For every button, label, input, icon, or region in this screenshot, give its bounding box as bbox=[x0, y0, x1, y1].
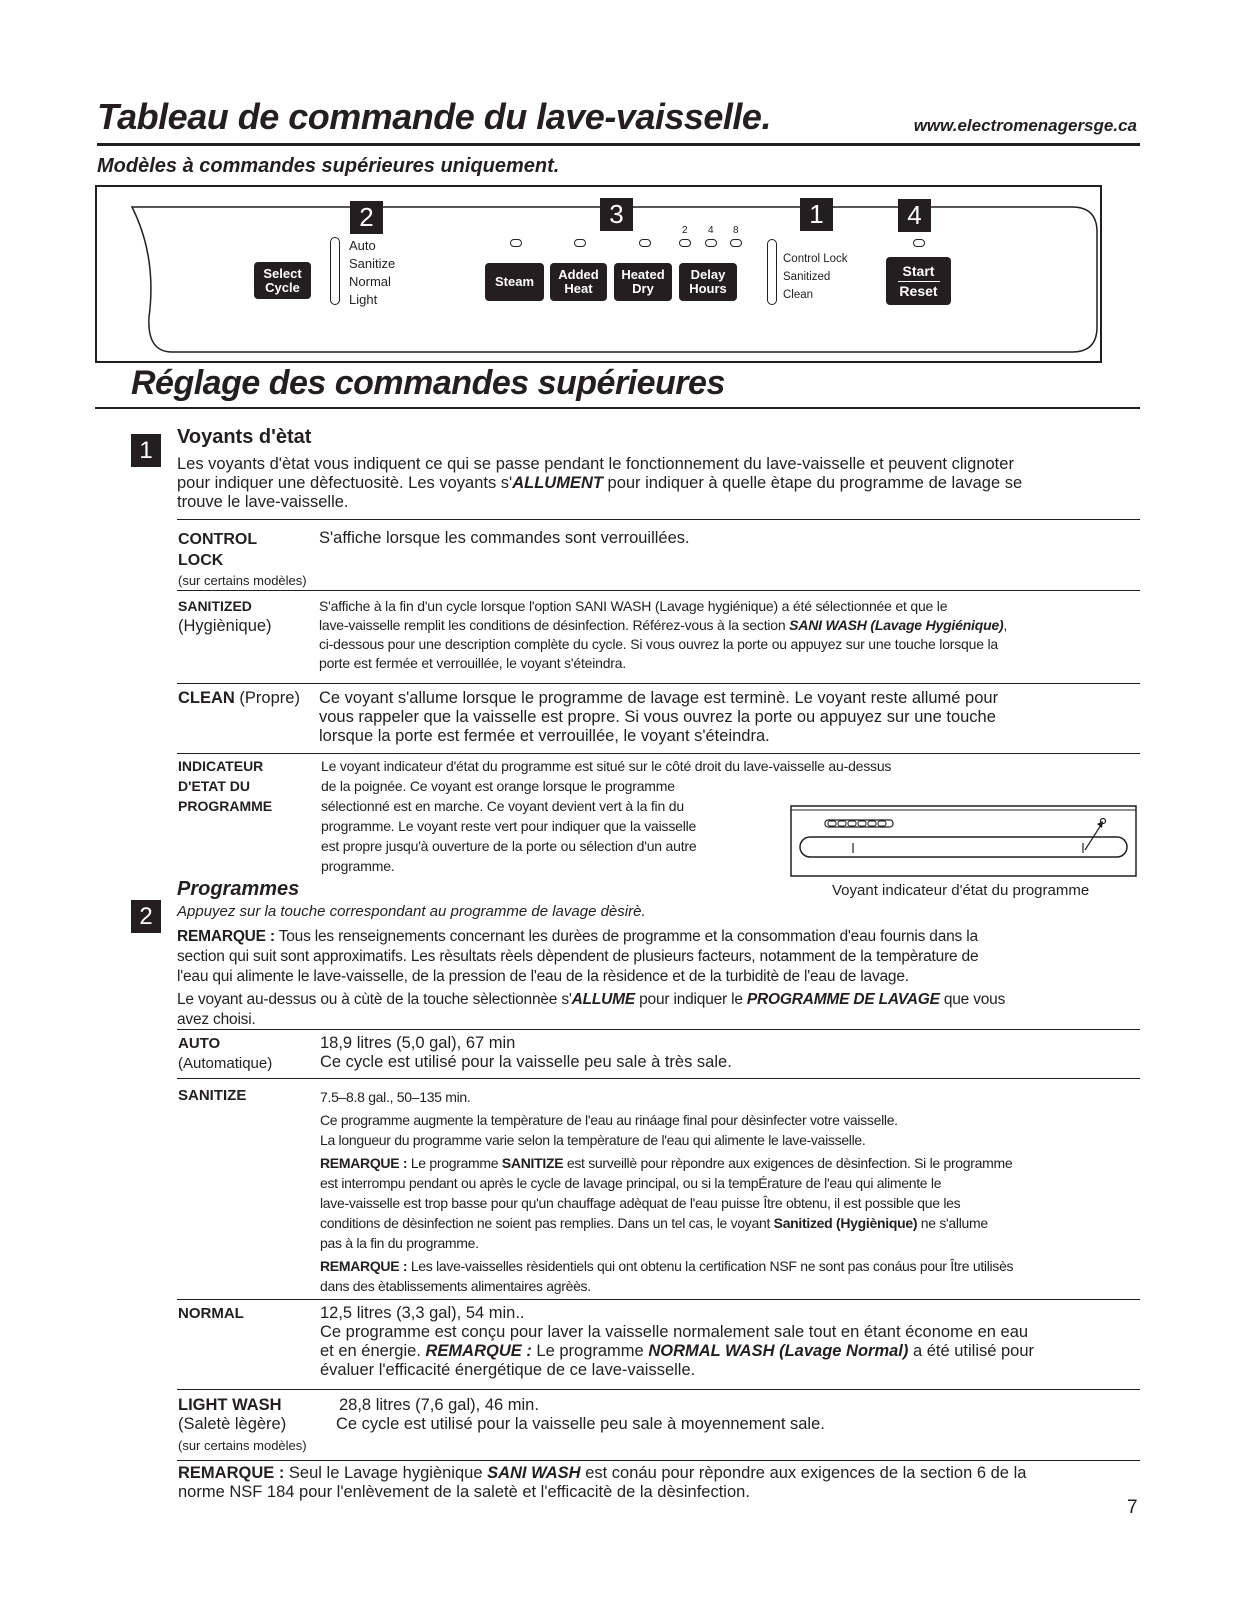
clean-desc bbox=[319, 689, 998, 746]
delay-2-led-icon bbox=[679, 239, 691, 247]
auto-desc bbox=[320, 1034, 732, 1072]
final-note-label: REMARQUE : bbox=[178, 1464, 285, 1482]
clean-label-fr: (Propre) bbox=[234, 689, 300, 707]
light-label: LIGHT WASH bbox=[178, 1396, 282, 1414]
programs-title: Programmes bbox=[177, 878, 300, 900]
indicator-desc-1: Le voyant indicateur d'état du programme est situé sur le côté droit du lave-vaisselle au-dessus bbox=[321, 758, 892, 774]
sanitize-r1-a: Le programme bbox=[407, 1155, 502, 1171]
sanitize-r1-4a: conditions de dèsinfection ne soient pas remplies. Dans un tel cas, le voyant bbox=[320, 1215, 774, 1231]
added-heat-button[interactable] bbox=[550, 263, 607, 301]
header-divider bbox=[97, 143, 1140, 146]
control-lock-label-2: LOCK bbox=[178, 552, 224, 569]
programs-note-3: l'eau qui alimente le lave-vaisselle, de la pression de l'eau de la rèsidence et de la turbiditè de l'eau de lavage. bbox=[177, 968, 909, 985]
delay-hours-button[interactable] bbox=[679, 263, 737, 301]
control-lock-desc: S'affiche lorsque les commandes sont verrouillées. bbox=[319, 529, 690, 547]
sanitize-r2-2: dans des ètablissements alimentaires agrèès. bbox=[320, 1278, 591, 1294]
sanitized-label-fr: (Hygiènique) bbox=[178, 617, 272, 635]
auto-label-fr: (Automatique) bbox=[178, 1055, 273, 1072]
final-note-1c: est conáu pour rèpondre aux exigences de la section 6 de la bbox=[580, 1464, 1027, 1482]
clean-label bbox=[178, 689, 300, 708]
programs-light-2: avez choisi. bbox=[177, 1011, 256, 1028]
final-note bbox=[178, 1464, 1138, 1502]
table-divider bbox=[177, 753, 1140, 754]
cycle-normal-label: Normal bbox=[349, 274, 391, 289]
start-label: Start bbox=[902, 262, 935, 279]
sanitize-r1-label: REMARQUE : bbox=[320, 1155, 408, 1171]
page-subtitle: Modèles à commandes supérieures uniquement. bbox=[97, 155, 560, 177]
status-lights-intro bbox=[177, 455, 1147, 512]
cycle-list bbox=[349, 237, 395, 309]
normal-desc-3: évaluer l'efficacité énergétique de ce lave-vaisselle. bbox=[320, 1361, 696, 1379]
programs-note-label: REMARQUE : bbox=[177, 928, 275, 945]
indicator-desc-4: programme. Le voyant reste vert pour indiquer que la vaisselle bbox=[321, 818, 697, 834]
start-reset-button[interactable] bbox=[886, 257, 951, 305]
programs-light-1c: pour indiquer le bbox=[635, 991, 747, 1008]
sanitize-label: SANITIZE bbox=[178, 1087, 247, 1104]
table-divider bbox=[177, 519, 1140, 520]
table-divider bbox=[177, 1078, 1140, 1079]
sanitize-desc bbox=[320, 1087, 1145, 1296]
sanitized-desc-3: ci-dessous pour une description complète du cycle. Si vous ouvrez la porte ou appuyez sur une touche lorsque la bbox=[319, 636, 998, 652]
programs-light-1a: Le voyant au-dessus ou à cùtè de la touche sèlectionnèe s' bbox=[177, 991, 572, 1008]
programs-note bbox=[177, 927, 1137, 1030]
delay-4-led-icon bbox=[705, 239, 717, 247]
programs-note-1: Tous les renseignements concernant les durèes de programme et la consommation d'eau fournis dans la bbox=[274, 928, 978, 945]
intro-line-1: Les voyants d'ètat vous indiquent ce qui se passe pendant le fonctionnement du lave-vaisselle et peuvent clignoter bbox=[177, 455, 1014, 473]
heated-dry-label-1: Heated bbox=[621, 267, 665, 282]
status-list bbox=[783, 250, 848, 304]
auto-label: AUTO bbox=[178, 1035, 221, 1052]
normal-desc-2a: et en énergie. bbox=[320, 1342, 426, 1360]
intro-line-2b: ALLUMENT bbox=[512, 474, 603, 492]
control-lock-label bbox=[178, 529, 257, 571]
heated-dry-led-icon bbox=[639, 239, 651, 247]
page-title: Tableau de commande du lave-vaisselle. bbox=[97, 96, 771, 137]
table-divider bbox=[177, 1460, 1140, 1461]
sanitized-desc-1: S'affiche à la fin d'un cycle lorsque l'option SANI WASH (Lavage hygiénique) a été sélectionnée et que le bbox=[319, 598, 948, 614]
status-indicator-bar bbox=[767, 239, 777, 305]
cycle-sanitize-label: Sanitize bbox=[349, 256, 396, 271]
added-heat-led-icon bbox=[574, 239, 586, 247]
sanitized-label: SANITIZED bbox=[178, 598, 252, 614]
sanitize-desc-1: Ce programme augmente la tempèrature de l'eau au rináage final pour dèsinfecter votre vaisselle. bbox=[320, 1112, 898, 1128]
delay-number-2: 2 bbox=[682, 225, 688, 236]
added-heat-label-1: Added bbox=[558, 267, 599, 282]
clean-desc-1: Ce voyant s'allume lorsque le programme de lavage est terminè. Le voyant reste allumé pour bbox=[319, 689, 999, 707]
clean-desc-2: vous rappeler que la vaisselle est propre. Si vous ouvrez la porte ou appuyez sur une touche bbox=[319, 708, 996, 726]
select-cycle-label-2: Cycle bbox=[265, 279, 300, 295]
table-divider bbox=[177, 1389, 1140, 1390]
callout-3: 3 bbox=[600, 198, 633, 231]
control-panel-diagram bbox=[95, 185, 1102, 363]
sanitize-desc-2: La longueur du programme varie selon la tempèrature de l'eau qui alimente le lave-vaisselle. bbox=[320, 1132, 866, 1148]
table-divider bbox=[177, 1029, 1140, 1030]
normal-desc-2c: Le programme bbox=[531, 1342, 649, 1360]
sanitize-r1-3: lave-vaisselle est trop basse pour qu'un chauffage adèquat de l'eau puisse Ître obtenu, il est possible que les bbox=[320, 1195, 961, 1211]
status-clean-label: Clean bbox=[783, 289, 814, 301]
select-cycle-button[interactable] bbox=[254, 262, 311, 299]
cycle-light-label: Light bbox=[349, 292, 378, 307]
light-note: (sur certains modèles) bbox=[178, 1438, 307, 1453]
auto-desc-text: Ce cycle est utilisé pour la vaisselle peu sale à très sale. bbox=[320, 1053, 732, 1071]
status-control-lock-label: Control Lock bbox=[783, 253, 848, 265]
light-label-fr: (Saletè lègère) bbox=[178, 1415, 287, 1433]
indicator-desc-6: programme. bbox=[321, 858, 395, 874]
control-lock-label-1: CONTROL bbox=[178, 531, 258, 548]
website-url[interactable]: www.electromenagersge.ca bbox=[913, 116, 1137, 135]
added-heat-label-2: Heat bbox=[564, 281, 593, 296]
sanitize-r1-c: est surveillè pour rèpondre aux exigences de dèsinfection. Si le programme bbox=[563, 1155, 1013, 1171]
sanitized-desc-2b: SANI WASH (Lavage Hygiénique) bbox=[789, 617, 1004, 633]
auto-spec: 18,9 litres (5,0 gal), 67 min bbox=[320, 1034, 516, 1052]
sanitize-r1-4b: Sanitized (Hygiènique) bbox=[773, 1215, 918, 1231]
sanitize-r2-1: Les lave-vaisselles rèsidentiels qui ont obtenu la certification NSF ne sont pas conáus pour Ître utilisès bbox=[407, 1258, 1014, 1274]
programs-light-1b: ALLUME bbox=[571, 991, 636, 1008]
status-sanitized-label: Sanitized bbox=[783, 271, 831, 283]
normal-desc-2e: a été utilisé pour bbox=[908, 1342, 1035, 1360]
intro-line-2a: pour indiquer une dèfectuositè. Les voyants s' bbox=[177, 474, 513, 492]
cycle-indicator-bar bbox=[330, 237, 340, 305]
start-led-icon bbox=[913, 239, 925, 247]
sanitize-r1-b: SANITIZE bbox=[501, 1155, 564, 1171]
indicator-desc-5: est propre jusqu'à ouverture de la porte ou sélection d'un autre bbox=[321, 838, 697, 854]
intro-line-2c: pour indiquer à quelle ètape du programme de lavage se bbox=[602, 474, 1023, 492]
sanitized-desc-2c: , bbox=[1003, 617, 1008, 633]
indicator-label-1: INDICATEUR bbox=[178, 758, 264, 774]
programs-badge: 2 bbox=[131, 900, 161, 933]
normal-desc-1: Ce programme est conçu pour laver la vaisselle normalement sale tout en étant économe en eau bbox=[320, 1323, 1029, 1341]
intro-line-3: trouve le lave-vaisselle. bbox=[177, 493, 349, 511]
control-lock-note: (sur certains modèles) bbox=[178, 573, 307, 588]
indicator-label bbox=[178, 756, 272, 816]
normal-desc-2d: NORMAL WASH (Lavage Normal) bbox=[648, 1342, 909, 1360]
table-divider bbox=[177, 683, 1140, 684]
programs-subtitle: Appuyez sur la touche correspondant au programme de lavage dèsirè. bbox=[177, 903, 646, 920]
normal-desc bbox=[320, 1304, 1140, 1380]
sanitized-desc-2a: lave-vaisselle remplit les conditions de désinfection. Référez-vous à la section bbox=[319, 617, 790, 633]
light-desc-text: Ce cycle est utilisé pour la vaisselle peu sale à moyennement sale. bbox=[336, 1415, 825, 1433]
delay-hours-label-2: Hours bbox=[689, 281, 727, 296]
indicator-label-2: D'ETAT DU bbox=[178, 778, 251, 794]
delay-8-led-icon bbox=[730, 239, 742, 247]
sanitize-r1-5: pas à la fin du programme. bbox=[320, 1235, 479, 1251]
callout-4: 4 bbox=[898, 199, 931, 232]
programs-light-1d: PROGRAMME DE LAVAGE bbox=[746, 991, 940, 1008]
delay-number-4: 4 bbox=[708, 225, 714, 236]
section-title: Réglage des commandes supérieures bbox=[131, 364, 725, 402]
status-lights-badge: 1 bbox=[131, 434, 161, 467]
heated-dry-button[interactable] bbox=[614, 263, 672, 301]
light-desc bbox=[336, 1396, 825, 1434]
indicator-desc-3: sélectionné est en marche. Ce voyant devient vert à la fin du bbox=[321, 798, 684, 814]
clean-desc-3: lorsque la porte est fermée et verrouillée, le voyant s'éteindra. bbox=[319, 727, 770, 745]
light-spec: 28,8 litres (7,6 gal), 46 min. bbox=[339, 1396, 539, 1414]
select-cycle-label-1: Select bbox=[263, 265, 302, 281]
final-note-2: norme NSF 184 pour l'enlèvement de la saletè et l'efficacitè de la dèsinfection. bbox=[178, 1483, 750, 1501]
table-divider bbox=[177, 590, 1140, 591]
sanitize-r1-4c: ne s'allume bbox=[917, 1215, 988, 1231]
page-number: 7 bbox=[1127, 1497, 1138, 1518]
sanitized-desc-4: porte est fermée et verrouillée, le voyant s'éteindra. bbox=[319, 655, 627, 671]
steam-button[interactable]: Steam bbox=[485, 263, 544, 301]
final-note-1a: Seul le Lavage hygiènique bbox=[284, 1464, 488, 1482]
sanitize-spec: 7.5–8.8 gal., 50–135 min. bbox=[320, 1089, 471, 1105]
cycle-auto-label: Auto bbox=[349, 238, 376, 253]
callout-1: 1 bbox=[800, 198, 833, 231]
delay-number-8: 8 bbox=[733, 225, 739, 236]
indicator-desc-2: de la poignée. Ce voyant est orange lorsque le programme bbox=[321, 778, 675, 794]
reset-label: Reset bbox=[899, 282, 938, 299]
section-divider bbox=[95, 407, 1140, 409]
indicator-label-3: PROGRAMME bbox=[178, 798, 273, 814]
final-note-1b: SANI WASH bbox=[487, 1464, 581, 1482]
sanitize-r2-label: REMARQUE : bbox=[320, 1258, 408, 1274]
heated-dry-label-2: Dry bbox=[632, 281, 654, 296]
table-divider bbox=[177, 1299, 1140, 1300]
programs-light-1e: que vous bbox=[939, 991, 1006, 1008]
sanitize-r1-2: est interrompu pendant ou après le cycle de lavage principal, ou si la tempÉrature de l'eau qui alimente le bbox=[320, 1175, 942, 1191]
sanitized-desc bbox=[319, 597, 1139, 673]
dishwasher-front-icon bbox=[790, 805, 1140, 880]
callout-2: 2 bbox=[350, 201, 383, 234]
normal-desc-2b: REMARQUE : bbox=[425, 1342, 532, 1360]
delay-hours-label-1: Delay bbox=[690, 267, 726, 282]
normal-spec: 12,5 litres (3,3 gal), 54 min.. bbox=[320, 1304, 525, 1322]
normal-label: NORMAL bbox=[178, 1305, 244, 1322]
steam-led-icon bbox=[510, 239, 522, 247]
clean-label-en: CLEAN bbox=[178, 689, 235, 707]
indicator-caption: Voyant indicateur d'état du programme bbox=[832, 882, 1090, 899]
programs-note-2: section qui suit sont approximatifs. Les rèsultats rèels dèpendent de plusieurs facteurs, notamment de la tempèrature de bbox=[177, 948, 979, 965]
status-lights-title: Voyants d'ètat bbox=[177, 426, 312, 448]
